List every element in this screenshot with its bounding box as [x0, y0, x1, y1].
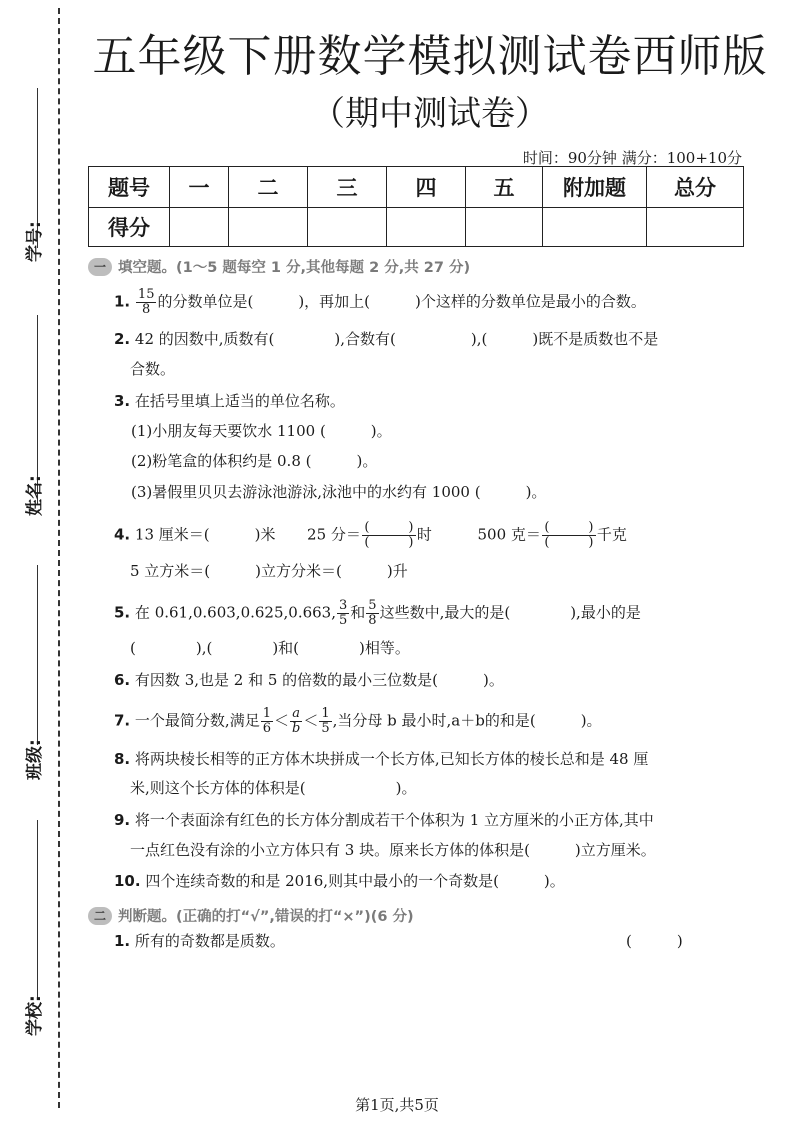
numerator: 5	[368, 598, 377, 613]
section-1-header	[88, 256, 470, 277]
school-label: 学校:	[25, 995, 45, 1036]
question-3	[114, 391, 345, 411]
score-cell[interactable]	[466, 208, 543, 247]
question-text: 这些数中,最大的是( ),最小的是	[379, 603, 641, 622]
score-cell[interactable]	[229, 208, 308, 247]
page-subtitle: （期中测试卷）	[311, 94, 549, 134]
numerator: 15	[137, 287, 155, 302]
question-7	[114, 707, 602, 736]
question-number: 8.	[114, 750, 131, 768]
denominator: 8	[142, 302, 151, 317]
question-8-cont: 米,则这个长方体的体积是( )。	[130, 779, 417, 797]
school-line	[37, 820, 38, 1000]
question-2	[114, 329, 658, 349]
question-number: 1.	[114, 292, 131, 311]
header-cell: 四	[387, 167, 466, 208]
question-number: 6.	[114, 671, 131, 689]
denominator: ( )	[364, 535, 414, 550]
question-number: 1.	[114, 932, 131, 950]
fraction	[261, 707, 273, 736]
question-number: 3.	[114, 392, 131, 410]
question-text: 所有的奇数都是质数。	[134, 932, 285, 950]
q4-part-b-pre: 25 分＝	[307, 525, 361, 544]
numerator: a	[290, 707, 302, 722]
question-1	[114, 288, 646, 317]
question-text: ,当分母 b 最小时,a＋b的和是( )。	[332, 711, 602, 730]
section-1-title: 填空题。(1～5 题每空 1 分,其他每题 2 分,共 27 分)	[118, 260, 471, 276]
question-4	[114, 521, 627, 550]
question-5	[114, 599, 641, 628]
less-than: ＜	[303, 711, 319, 730]
question-text: 将一个表面涂有红色的长方体分割成若干个体积为 1 立方厘米的小正方体,其中	[134, 811, 654, 829]
binding-margin	[0, 0, 70, 1123]
class-line	[37, 565, 38, 745]
header-cell: 三	[308, 167, 387, 208]
fraction	[362, 521, 416, 550]
page-number: 第1页,共5页	[355, 1096, 439, 1114]
header-cell: 一	[170, 167, 229, 208]
numerator: ( )	[542, 521, 596, 536]
page-title: 五年级下册数学模拟测试卷西师版	[92, 31, 768, 82]
question-text: 的分数单位是( )，再加上( )个这样的分数单位是最小的合数。	[157, 292, 646, 311]
numerator: 1	[262, 706, 271, 721]
denominator: b	[292, 721, 301, 736]
question-number: 4.	[114, 525, 131, 544]
score-header-row	[89, 167, 744, 208]
cut-line	[58, 8, 60, 1108]
question-6	[114, 670, 504, 690]
denominator: 6	[262, 721, 271, 736]
class-label: 班级:	[25, 739, 45, 780]
time-info: 时间：90分钟 满分：100+10分	[522, 149, 742, 167]
denominator: 8	[368, 613, 377, 628]
question-4-line-2: 5 立方米＝( )立方分米＝( )升	[130, 562, 408, 580]
score-cell[interactable]	[647, 208, 744, 247]
question-8	[114, 749, 648, 769]
fraction	[366, 599, 378, 628]
question-number: 5.	[114, 603, 131, 622]
fraction	[290, 707, 302, 736]
numerator: ( )	[362, 521, 416, 536]
question-number: 7.	[114, 711, 131, 730]
section-2-badge: 二	[88, 907, 112, 925]
section-1-badge: 一	[88, 258, 112, 276]
q4-part-a: 13 厘米＝( )米	[134, 525, 276, 544]
fraction	[542, 521, 596, 550]
judgment-1	[114, 931, 285, 951]
question-number: 9.	[114, 811, 131, 829]
q4-part-c-pre: 500 克＝	[477, 525, 541, 544]
header-cell: 五	[466, 167, 543, 208]
header-cell: 题号	[89, 167, 170, 208]
judgment-1-answer-paren[interactable]: ( )	[626, 932, 683, 950]
section-2-header	[88, 905, 414, 926]
fraction	[319, 707, 331, 736]
question-9	[114, 810, 654, 830]
score-cell[interactable]	[543, 208, 647, 247]
section-2-title: 判断题。(正确的打“√”,错误的打“×”)(6 分)	[118, 909, 414, 925]
fraction	[337, 599, 349, 628]
question-3-sub-3: (3)暑假里贝贝去游泳池游泳,泳池中的水约有 1000 ( )。	[131, 483, 547, 501]
denominator: ( )	[544, 535, 594, 550]
student-id-label: 学号:	[25, 221, 45, 262]
question-text: 一个最简分数,满足	[134, 711, 260, 730]
question-3-sub-2: (2)粉笔盒的体积约是 0.8 ( )。	[131, 452, 378, 470]
score-table	[88, 166, 744, 247]
question-text: 和	[350, 603, 366, 622]
header-cell: 附加题	[543, 167, 647, 208]
score-value-row	[89, 208, 744, 247]
q4-part-b-post: 时	[416, 525, 432, 544]
header-cell: 二	[229, 167, 308, 208]
name-label: 姓名:	[25, 475, 45, 516]
question-9-cont: 一点红色没有涂的小立方体只有 3 块。原来长方体的体积是( )立方厘米。	[130, 841, 656, 859]
header-cell: 总分	[647, 167, 744, 208]
less-than: ＜	[273, 711, 289, 730]
score-cell[interactable]	[308, 208, 387, 247]
question-10	[114, 871, 565, 891]
q4-part-c-post: 千克	[596, 525, 627, 544]
question-text: 42 的因数中,质数有( ),合数有( ),( )既不是质数也不是	[134, 330, 659, 348]
denominator: 5	[339, 613, 348, 628]
question-text: 在括号里填上适当的单位名称。	[134, 392, 345, 410]
question-3-sub-1: (1)小朋友每天要饮水 1100 ( )。	[131, 422, 392, 440]
fraction	[136, 288, 157, 317]
question-text: 在 0.61,0.603,0.625,0.663,	[134, 603, 336, 622]
question-text: 四个连续奇数的和是 2016,则其中最小的一个奇数是( )。	[145, 872, 565, 890]
question-number: 2.	[114, 330, 131, 348]
numerator: 3	[339, 598, 348, 613]
denominator: 5	[321, 721, 330, 736]
score-row-label: 得分	[89, 208, 170, 247]
question-2-cont: 合数。	[130, 360, 176, 378]
numerator: 1	[321, 706, 330, 721]
question-text: 有因数 3,也是 2 和 5 的倍数的最小三位数是( )。	[134, 671, 504, 689]
score-cell[interactable]	[387, 208, 466, 247]
question-5-cont: ( ),( )和( )相等。	[130, 639, 410, 657]
score-cell[interactable]	[170, 208, 229, 247]
question-text: 将两块棱长相等的正方体木块拼成一个长方体,已知长方体的棱长总和是 48 厘	[134, 750, 649, 768]
question-number: 10.	[114, 872, 141, 890]
